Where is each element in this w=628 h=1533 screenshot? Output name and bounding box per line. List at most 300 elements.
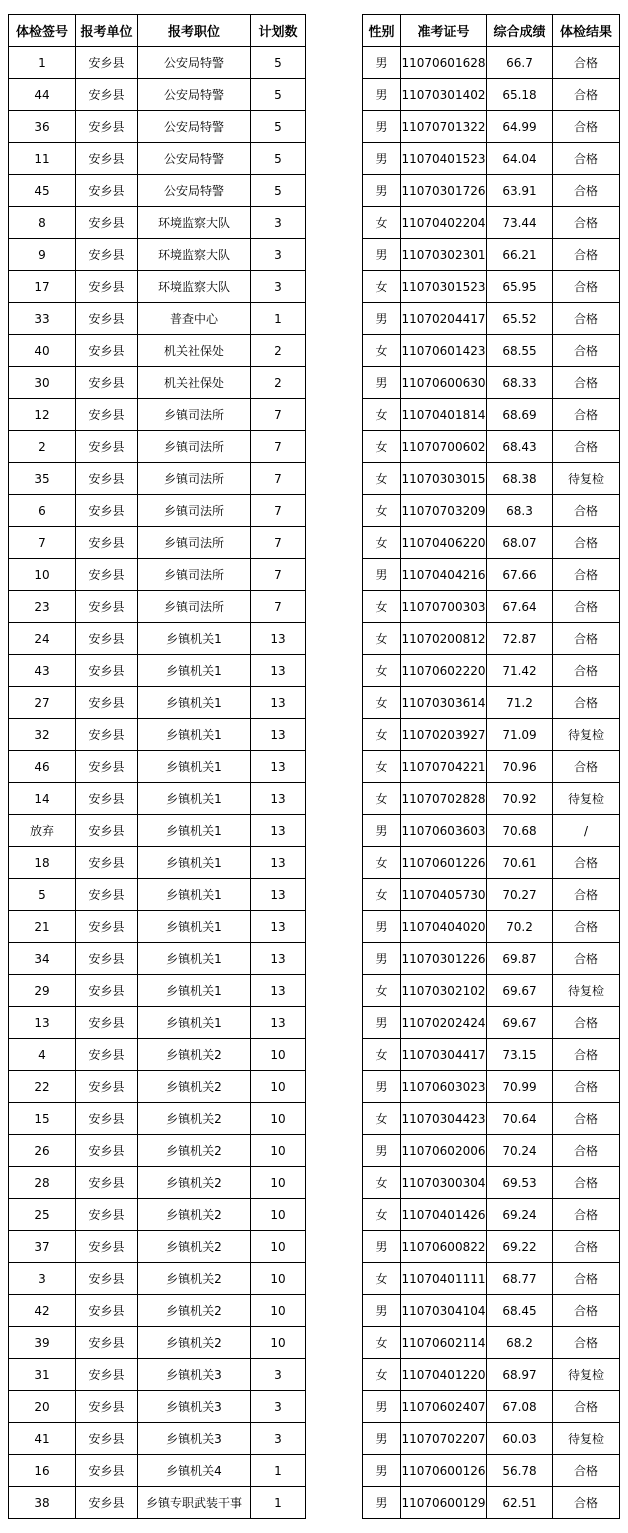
unit-cell: 安乡县	[76, 687, 138, 719]
plan-count-cell: 7	[251, 527, 306, 559]
plan-count-cell: 7	[251, 399, 306, 431]
exam-id-cell: 11070401523	[401, 143, 487, 175]
table-row	[363, 239, 620, 271]
exam-id-cell: 11070401220	[401, 1359, 487, 1391]
score-cell: 68.45	[487, 1295, 553, 1327]
table-row	[363, 687, 620, 719]
position-cell: 公安局特警	[138, 111, 251, 143]
exam-id-cell: 11070401426	[401, 1199, 487, 1231]
result-cell: 合格	[553, 143, 620, 175]
position-cell: 乡镇机关1	[138, 1007, 251, 1039]
table-row	[363, 751, 620, 783]
score-cell: 70.2	[487, 911, 553, 943]
exam-id-cell: 11070301523	[401, 271, 487, 303]
exam-id-cell: 11070303015	[401, 463, 487, 495]
sex-cell: 女	[363, 687, 401, 719]
table-row	[9, 175, 306, 207]
score-cell: 70.96	[487, 751, 553, 783]
score-cell: 70.92	[487, 783, 553, 815]
sex-cell: 男	[363, 47, 401, 79]
plan-count-cell: 13	[251, 879, 306, 911]
right-table	[362, 14, 620, 1519]
result-cell: 合格	[553, 1231, 620, 1263]
sign-number-cell: 41	[9, 1423, 76, 1455]
position-cell: 乡镇机关2	[138, 1295, 251, 1327]
unit-cell: 安乡县	[76, 175, 138, 207]
sex-cell: 女	[363, 847, 401, 879]
exam-id-cell: 11070200812	[401, 623, 487, 655]
exam-id-cell: 11070401111	[401, 1263, 487, 1295]
table-row	[9, 1487, 306, 1519]
plan-count-cell: 13	[251, 1007, 306, 1039]
table-row	[363, 591, 620, 623]
result-cell: 合格	[553, 527, 620, 559]
unit-cell: 安乡县	[76, 1423, 138, 1455]
position-cell: 乡镇机关1	[138, 911, 251, 943]
score-cell: 67.08	[487, 1391, 553, 1423]
plan-count-cell: 13	[251, 719, 306, 751]
sex-cell: 男	[363, 1455, 401, 1487]
table-row	[9, 271, 306, 303]
sex-cell: 女	[363, 335, 401, 367]
position-cell: 乡镇司法所	[138, 399, 251, 431]
table-row	[363, 975, 620, 1007]
sex-cell: 男	[363, 79, 401, 111]
sign-number-cell: 39	[9, 1327, 76, 1359]
table-row	[363, 1135, 620, 1167]
sign-number-cell: 1	[9, 47, 76, 79]
header-result: 体检结果	[553, 15, 620, 47]
plan-count-cell: 3	[251, 1359, 306, 1391]
table-row	[363, 175, 620, 207]
sign-number-cell: 23	[9, 591, 76, 623]
result-cell: 合格	[553, 1039, 620, 1071]
result-cell: 待复检	[553, 719, 620, 751]
unit-cell: 安乡县	[76, 751, 138, 783]
sex-cell: 女	[363, 783, 401, 815]
table-row	[363, 1199, 620, 1231]
table-row	[9, 1071, 306, 1103]
unit-cell: 安乡县	[76, 847, 138, 879]
result-cell: 待复检	[553, 463, 620, 495]
table-row	[9, 815, 306, 847]
result-cell: 合格	[553, 367, 620, 399]
table-row	[9, 79, 306, 111]
result-cell: 合格	[553, 1135, 620, 1167]
sex-cell: 男	[363, 367, 401, 399]
table-row	[363, 1263, 620, 1295]
table-row	[9, 1295, 306, 1327]
sign-number-cell: 33	[9, 303, 76, 335]
result-cell: 合格	[553, 943, 620, 975]
exam-id-cell: 11070301726	[401, 175, 487, 207]
sex-cell: 男	[363, 1391, 401, 1423]
unit-cell: 安乡县	[76, 783, 138, 815]
score-cell: 60.03	[487, 1423, 553, 1455]
score-cell: 70.24	[487, 1135, 553, 1167]
result-cell: 合格	[553, 687, 620, 719]
score-cell: 71.09	[487, 719, 553, 751]
table-row	[9, 1455, 306, 1487]
sex-cell: 女	[363, 495, 401, 527]
score-cell: 69.53	[487, 1167, 553, 1199]
table-row	[9, 1391, 306, 1423]
exam-id-cell: 11070700303	[401, 591, 487, 623]
exam-id-cell: 11070301402	[401, 79, 487, 111]
score-cell: 67.64	[487, 591, 553, 623]
table-row	[363, 303, 620, 335]
table-row	[363, 495, 620, 527]
header-score: 综合成绩	[487, 15, 553, 47]
table-row	[9, 143, 306, 175]
exam-id-cell: 11070600630	[401, 367, 487, 399]
position-cell: 乡镇机关2	[138, 1231, 251, 1263]
sign-number-cell: 6	[9, 495, 76, 527]
result-cell: 合格	[553, 1295, 620, 1327]
sex-cell: 男	[363, 175, 401, 207]
unit-cell: 安乡县	[76, 431, 138, 463]
score-cell: 64.99	[487, 111, 553, 143]
table-row	[9, 1263, 306, 1295]
position-cell: 机关社保处	[138, 335, 251, 367]
exam-id-cell: 11070600126	[401, 1455, 487, 1487]
sex-cell: 男	[363, 1231, 401, 1263]
exam-id-cell: 11070204417	[401, 303, 487, 335]
position-cell: 乡镇司法所	[138, 495, 251, 527]
sign-number-cell: 9	[9, 239, 76, 271]
score-cell: 65.95	[487, 271, 553, 303]
unit-cell: 安乡县	[76, 911, 138, 943]
exam-id-cell: 11070602114	[401, 1327, 487, 1359]
unit-cell: 安乡县	[76, 47, 138, 79]
table-row	[363, 527, 620, 559]
position-cell: 乡镇司法所	[138, 591, 251, 623]
table-row	[9, 847, 306, 879]
exam-id-cell: 11070404020	[401, 911, 487, 943]
unit-cell: 安乡县	[76, 527, 138, 559]
sign-number-cell: 44	[9, 79, 76, 111]
unit-cell: 安乡县	[76, 495, 138, 527]
unit-cell: 安乡县	[76, 111, 138, 143]
result-cell: 合格	[553, 655, 620, 687]
sex-cell: 女	[363, 1039, 401, 1071]
unit-cell: 安乡县	[76, 1487, 138, 1519]
plan-count-cell: 13	[251, 687, 306, 719]
sign-number-cell: 13	[9, 1007, 76, 1039]
plan-count-cell: 10	[251, 1071, 306, 1103]
sign-number-cell: 45	[9, 175, 76, 207]
header-sign-number: 体检签号	[9, 15, 76, 47]
sex-cell: 女	[363, 1263, 401, 1295]
sign-number-cell: 37	[9, 1231, 76, 1263]
score-cell: 70.68	[487, 815, 553, 847]
position-cell: 机关社保处	[138, 367, 251, 399]
position-cell: 乡镇司法所	[138, 431, 251, 463]
plan-count-cell: 5	[251, 47, 306, 79]
sign-number-cell: 3	[9, 1263, 76, 1295]
unit-cell: 安乡县	[76, 1103, 138, 1135]
sex-cell: 女	[363, 751, 401, 783]
plan-count-cell: 1	[251, 1487, 306, 1519]
result-cell: 合格	[553, 559, 620, 591]
unit-cell: 安乡县	[76, 1039, 138, 1071]
exam-id-cell: 11070202424	[401, 1007, 487, 1039]
result-cell: 合格	[553, 1103, 620, 1135]
sign-number-cell: 17	[9, 271, 76, 303]
result-cell: 合格	[553, 207, 620, 239]
position-cell: 乡镇机关1	[138, 687, 251, 719]
position-cell: 乡镇机关3	[138, 1391, 251, 1423]
result-cell: 合格	[553, 911, 620, 943]
sex-cell: 男	[363, 303, 401, 335]
unit-cell: 安乡县	[76, 975, 138, 1007]
plan-count-cell: 7	[251, 463, 306, 495]
unit-cell: 安乡县	[76, 1071, 138, 1103]
sign-number-cell: 31	[9, 1359, 76, 1391]
result-cell: 合格	[553, 303, 620, 335]
table-row	[9, 495, 306, 527]
plan-count-cell: 13	[251, 911, 306, 943]
sign-number-cell: 42	[9, 1295, 76, 1327]
sign-number-cell: 32	[9, 719, 76, 751]
table-row	[9, 783, 306, 815]
exam-id-cell: 11070301226	[401, 943, 487, 975]
unit-cell: 安乡县	[76, 463, 138, 495]
sex-cell: 女	[363, 623, 401, 655]
exam-id-cell: 11070203927	[401, 719, 487, 751]
sex-cell: 女	[363, 1327, 401, 1359]
result-cell: 合格	[553, 1199, 620, 1231]
score-cell: 66.7	[487, 47, 553, 79]
sign-number-cell: 35	[9, 463, 76, 495]
table-row	[363, 431, 620, 463]
sign-number-cell: 30	[9, 367, 76, 399]
plan-count-cell: 7	[251, 591, 306, 623]
sex-cell: 女	[363, 431, 401, 463]
position-cell: 乡镇机关2	[138, 1039, 251, 1071]
plan-count-cell: 2	[251, 367, 306, 399]
position-cell: 乡镇机关1	[138, 751, 251, 783]
plan-count-cell: 1	[251, 1455, 306, 1487]
exam-id-cell: 11070704221	[401, 751, 487, 783]
table-row	[9, 623, 306, 655]
table-row	[9, 1231, 306, 1263]
sign-number-cell: 10	[9, 559, 76, 591]
score-cell: 69.67	[487, 975, 553, 1007]
exam-id-cell: 11070304104	[401, 1295, 487, 1327]
table-row	[9, 1103, 306, 1135]
plan-count-cell: 13	[251, 943, 306, 975]
result-cell: 合格	[553, 111, 620, 143]
position-cell: 公安局特警	[138, 175, 251, 207]
position-cell: 乡镇司法所	[138, 527, 251, 559]
plan-count-cell: 10	[251, 1295, 306, 1327]
score-cell: 56.78	[487, 1455, 553, 1487]
table-row	[363, 47, 620, 79]
header-position: 报考职位	[138, 15, 251, 47]
sex-cell: 女	[363, 399, 401, 431]
sex-cell: 女	[363, 271, 401, 303]
sex-cell: 男	[363, 143, 401, 175]
exam-id-cell: 11070402204	[401, 207, 487, 239]
sign-number-cell: 20	[9, 1391, 76, 1423]
sex-cell: 女	[363, 1167, 401, 1199]
result-cell: 合格	[553, 47, 620, 79]
sex-cell: 男	[363, 943, 401, 975]
sign-number-cell: 21	[9, 911, 76, 943]
plan-count-cell: 13	[251, 655, 306, 687]
plan-count-cell: 3	[251, 239, 306, 271]
sign-number-cell: 46	[9, 751, 76, 783]
unit-cell: 安乡县	[76, 1455, 138, 1487]
result-cell: 合格	[553, 1487, 620, 1519]
sex-cell: 女	[363, 207, 401, 239]
table-row	[9, 1135, 306, 1167]
table-row	[9, 911, 306, 943]
table-row	[363, 111, 620, 143]
sign-number-cell: 27	[9, 687, 76, 719]
position-cell: 乡镇机关4	[138, 1455, 251, 1487]
result-cell: 合格	[553, 751, 620, 783]
exam-id-cell: 11070702207	[401, 1423, 487, 1455]
position-cell: 乡镇机关2	[138, 1167, 251, 1199]
plan-count-cell: 7	[251, 495, 306, 527]
sex-cell: 男	[363, 111, 401, 143]
score-cell: 70.99	[487, 1071, 553, 1103]
score-cell: 67.66	[487, 559, 553, 591]
unit-cell: 安乡县	[76, 1231, 138, 1263]
result-cell: 待复检	[553, 783, 620, 815]
result-cell: 合格	[553, 1391, 620, 1423]
sex-cell: 男	[363, 911, 401, 943]
position-cell: 乡镇机关2	[138, 1327, 251, 1359]
score-cell: 68.69	[487, 399, 553, 431]
position-cell: 乡镇机关1	[138, 847, 251, 879]
unit-cell: 安乡县	[76, 591, 138, 623]
position-cell: 公安局特警	[138, 79, 251, 111]
table-row	[9, 879, 306, 911]
exam-id-cell: 11070701322	[401, 111, 487, 143]
table-row	[9, 1039, 306, 1071]
plan-count-cell: 13	[251, 975, 306, 1007]
position-cell: 乡镇机关1	[138, 975, 251, 1007]
exam-id-cell: 11070600822	[401, 1231, 487, 1263]
exam-id-cell: 11070405730	[401, 879, 487, 911]
table-row	[9, 1167, 306, 1199]
sex-cell: 女	[363, 1199, 401, 1231]
result-cell: 合格	[553, 79, 620, 111]
table-row	[363, 815, 620, 847]
plan-count-cell: 10	[251, 1167, 306, 1199]
table-row	[363, 463, 620, 495]
sex-cell: 女	[363, 879, 401, 911]
result-cell: 合格	[553, 495, 620, 527]
sex-cell: 男	[363, 1487, 401, 1519]
result-cell: 合格	[553, 591, 620, 623]
table-row	[363, 1359, 620, 1391]
plan-count-cell: 5	[251, 143, 306, 175]
plan-count-cell: 10	[251, 1263, 306, 1295]
score-cell: 70.64	[487, 1103, 553, 1135]
plan-count-cell: 3	[251, 1423, 306, 1455]
result-cell: 合格	[553, 1007, 620, 1039]
exam-id-cell: 11070601423	[401, 335, 487, 367]
unit-cell: 安乡县	[76, 1167, 138, 1199]
table-row	[9, 1199, 306, 1231]
sex-cell: 男	[363, 815, 401, 847]
header-unit: 报考单位	[76, 15, 138, 47]
position-cell: 乡镇机关2	[138, 1199, 251, 1231]
table-row	[9, 975, 306, 1007]
result-cell: 合格	[553, 1455, 620, 1487]
score-cell: 62.51	[487, 1487, 553, 1519]
table-row	[363, 143, 620, 175]
plan-count-cell: 13	[251, 815, 306, 847]
result-cell: /	[553, 815, 620, 847]
table-row	[363, 1455, 620, 1487]
result-cell: 合格	[553, 239, 620, 271]
sign-number-cell: 26	[9, 1135, 76, 1167]
result-cell: 合格	[553, 1263, 620, 1295]
sex-cell: 男	[363, 559, 401, 591]
result-cell: 合格	[553, 1167, 620, 1199]
table-row	[363, 79, 620, 111]
table-row	[363, 783, 620, 815]
plan-count-cell: 2	[251, 335, 306, 367]
score-cell: 68.33	[487, 367, 553, 399]
score-cell: 73.44	[487, 207, 553, 239]
plan-count-cell: 10	[251, 1327, 306, 1359]
table-row	[363, 207, 620, 239]
exam-id-cell: 11070600129	[401, 1487, 487, 1519]
unit-cell: 安乡县	[76, 1391, 138, 1423]
result-cell: 合格	[553, 1071, 620, 1103]
plan-count-cell: 5	[251, 175, 306, 207]
result-cell: 合格	[553, 271, 620, 303]
left-header-row	[9, 15, 306, 47]
sign-number-cell: 11	[9, 143, 76, 175]
sign-number-cell: 5	[9, 879, 76, 911]
plan-count-cell: 5	[251, 111, 306, 143]
score-cell: 69.24	[487, 1199, 553, 1231]
score-cell: 65.52	[487, 303, 553, 335]
score-cell: 68.97	[487, 1359, 553, 1391]
unit-cell: 安乡县	[76, 1199, 138, 1231]
unit-cell: 安乡县	[76, 623, 138, 655]
position-cell: 乡镇机关1	[138, 783, 251, 815]
plan-count-cell: 3	[251, 271, 306, 303]
score-cell: 69.87	[487, 943, 553, 975]
table-row	[363, 367, 620, 399]
score-cell: 64.04	[487, 143, 553, 175]
position-cell: 乡镇机关2	[138, 1071, 251, 1103]
exam-id-cell: 11070404216	[401, 559, 487, 591]
exam-id-cell: 11070703209	[401, 495, 487, 527]
position-cell: 乡镇机关1	[138, 943, 251, 975]
exam-id-cell: 11070602407	[401, 1391, 487, 1423]
score-cell: 70.27	[487, 879, 553, 911]
table-row	[9, 1423, 306, 1455]
score-cell: 71.2	[487, 687, 553, 719]
sign-number-cell: 40	[9, 335, 76, 367]
unit-cell: 安乡县	[76, 1007, 138, 1039]
position-cell: 乡镇机关3	[138, 1359, 251, 1391]
table-row	[363, 847, 620, 879]
position-cell: 乡镇机关2	[138, 1135, 251, 1167]
result-cell: 合格	[553, 879, 620, 911]
table-row	[9, 367, 306, 399]
table-row	[363, 911, 620, 943]
